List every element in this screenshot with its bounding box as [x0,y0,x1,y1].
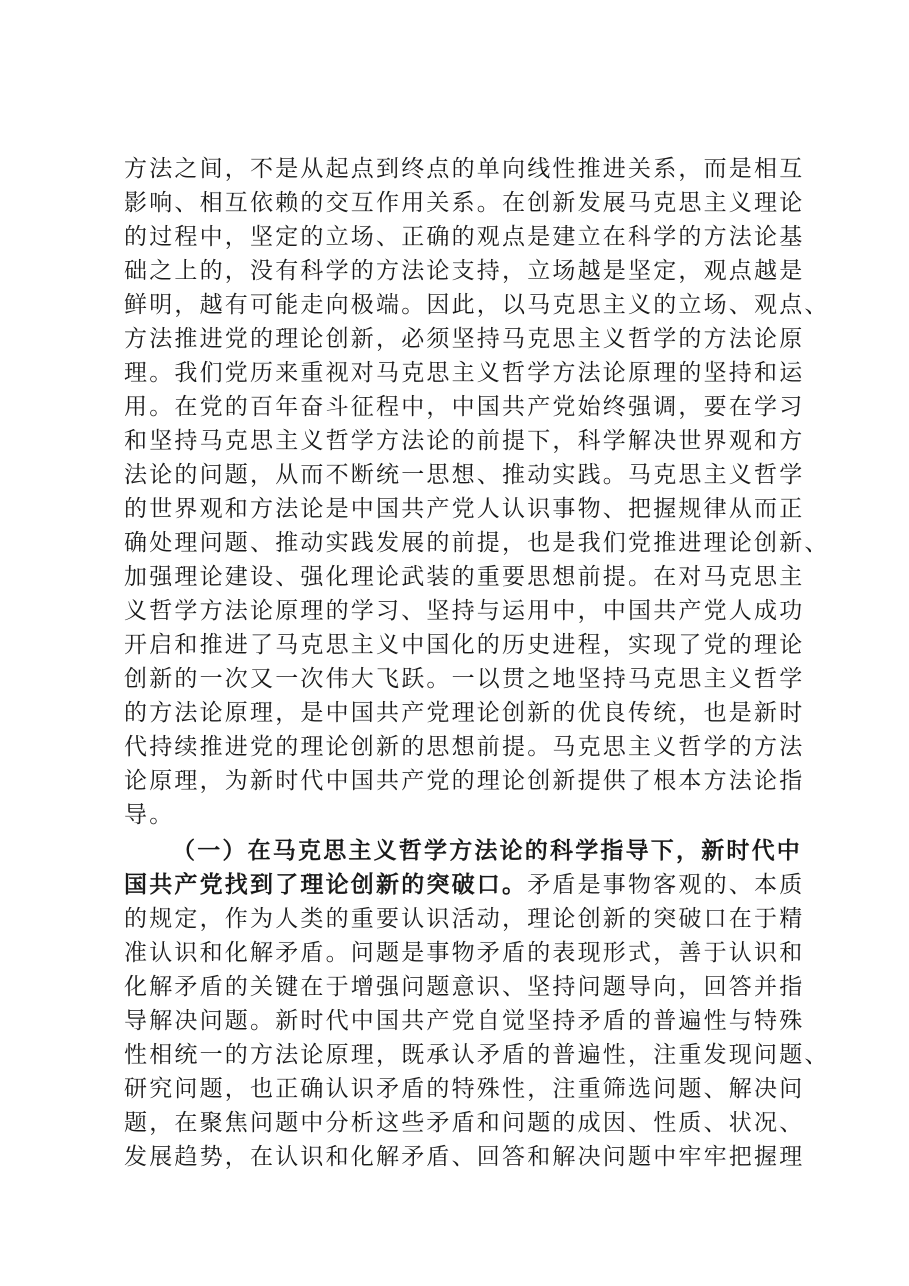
text-line: 加强理论建设、强化理论武装的重要思想前提。在对马克思主 [124,564,805,590]
text-line: 方法之间，不是从起点到终点的单向线性推进关系，而是相互 [124,156,805,182]
text-line: 影响、相互依赖的交互作用关系。在创新发展马克思主义理论 [124,190,805,216]
text-line: 用。在党的百年奋斗征程中，中国共产党始终强调，要在学习 [124,394,805,420]
text-line [124,868,804,902]
text-line: 导解决问题。新时代中国共产党自觉坚持矛盾的普遍性与特殊 [124,1008,805,1034]
text-segment: 矛盾是事物客观的、本质 [527,872,805,898]
text-line: 发展趋势，在认识和化解矛盾、回答和解决问题中牢牢把握理 [124,1144,805,1170]
text-line: 的世界观和方法论是中国共产党人认识事物、把握规律从而正 [124,496,805,522]
section-heading: （一）在马克思主义哲学方法论的科学指导下，新时代中 [172,837,802,864]
text-line: 化解矛盾的关键在于增强问题意识、坚持问题导向，回答并指 [124,974,805,1000]
text-line: 论原理，为新时代中国共产党的理论创新提供了根本方法论指 [124,768,805,794]
text-line: 题，在聚焦问题中分析这些矛盾和问题的成因、性质、状况、 [124,1110,805,1136]
text-line: 确处理问题、推动实践发展的前提，也是我们党推进理论创新、 [124,530,830,556]
text-line: 创新的一次又一次伟大飞跃。一以贯之地坚持马克思主义哲学 [124,666,805,692]
text-line: 础之上的，没有科学的方法论支持，立场越是坚定，观点越是 [124,258,805,284]
text-line: 鲜明，越有可能走向极端。因此，以马克思主义的立场、观点、 [124,292,830,318]
text-line: 代持续推进党的理论创新的思想前提。马克思主义哲学的方法 [124,734,805,760]
section-heading-continued: 国共产党找到了理论创新的突破口。 [124,871,528,898]
text-line: 研究问题，也正确认识矛盾的特殊性，注重筛选问题、解决问 [124,1076,805,1102]
text-line: 义哲学方法论原理的学习、坚持与运用中，中国共产党人成功 [124,598,805,624]
text-line: 方法推进党的理论创新，必须坚持马克思主义哲学的方法论原 [124,326,805,352]
text-line: 导。 [124,802,175,828]
text-line: 准认识和化解矛盾。问题是事物矛盾的表现形式，善于认识和 [124,940,805,966]
text-line: 法论的问题，从而不断统一思想、推动实践。马克思主义哲学 [124,462,805,488]
text-line: 和坚持马克思主义哲学方法论的前提下，科学解决世界观和方 [124,428,805,454]
text-line: 的方法论原理，是中国共产党理论创新的优良传统，也是新时 [124,700,805,726]
text-line: 性相统一的方法论原理，既承认矛盾的普遍性，注重发现问题、 [124,1042,830,1068]
text-line: 理。我们党历来重视对马克思主义哲学方法论原理的坚持和运 [124,360,805,386]
text-line: 的过程中，坚定的立场、正确的观点是建立在科学的方法论基 [124,224,805,250]
text-line: 的规定，作为人类的重要认识活动，理论创新的突破口在于精 [124,906,805,932]
text-line: 开启和推进了马克思主义中国化的历史进程，实现了党的理论 [124,632,805,658]
